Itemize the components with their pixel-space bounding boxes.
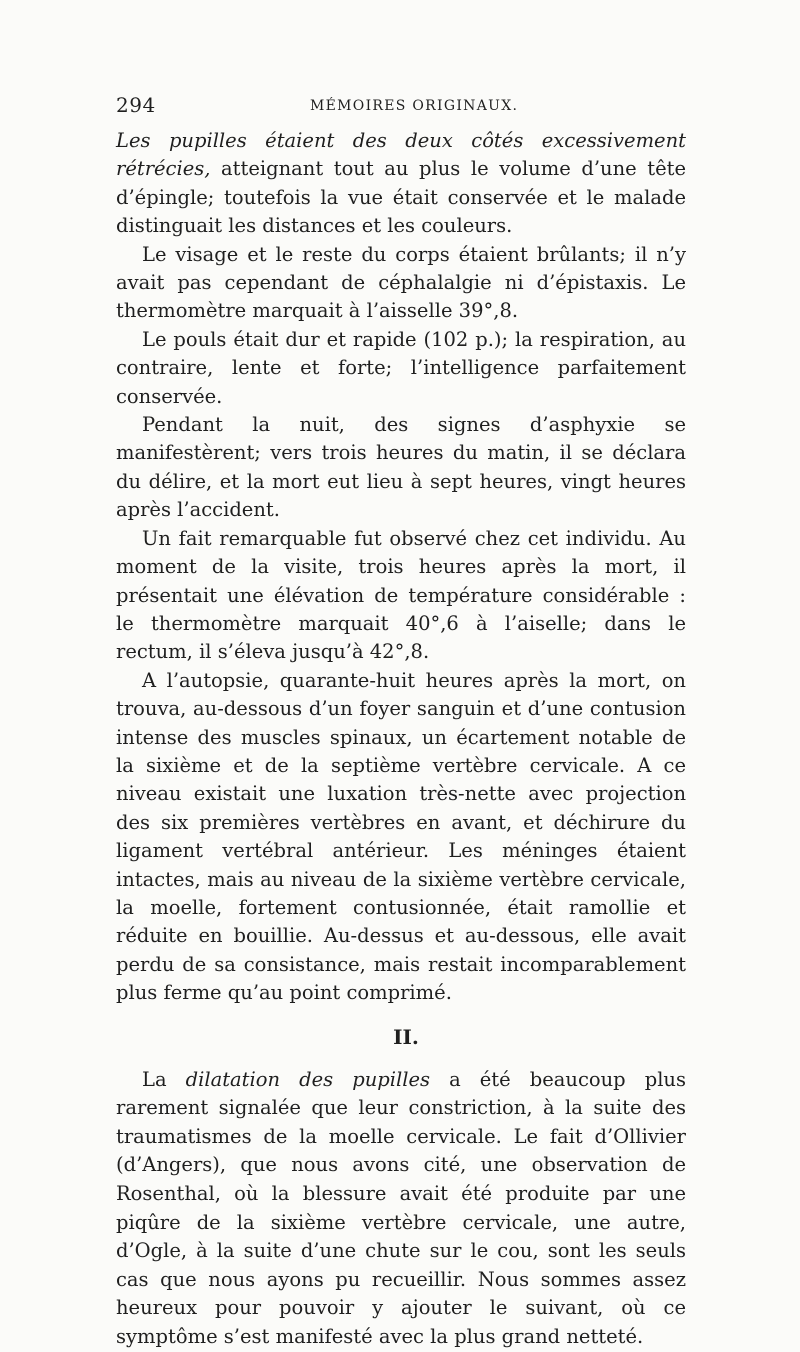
section-heading: II.	[393, 1024, 419, 1049]
paragraph-text: a été beaucoup plus rarement signalée que leur constriction, à la suite des traumatismes de la moelle cervicale. Le fait d’Ollivier (d’Angers), que nous avons cité, une observation de Rosenthal, où la blessure avait été produite par une piqûre de la sixième vertèbre cervicale, une autre, d’Ogle, à la suite d’une chute sur le cou, sont les seuls cas que nous ayons pu recueillir. Nous sommes assez heureux pour pouvoir y ajouter le suivant, où ce symptôme s’est manifesté avec la plus grand netteté.	[116, 1067, 686, 1348]
paragraph-face-temperature: Le visage et le reste du corps étaient brûlants; il n’y avait pas cependant de céphalalgie ni d’épistaxis. Le thermomètre marquait à l’aisselle 39°,8.	[116, 242, 686, 323]
running-title: MÉMOIRES ORIGINAUX.	[310, 98, 519, 114]
paragraph-italic-term: dilatation des pupilles	[185, 1067, 430, 1091]
paragraph-autopsy: A l’autopsie, quarante-huit heures après la mort, on trouva, au-dessous d’un foyer sanguin et d’une contusion intense des muscles spinaux, un écartement notable de la sixième et de la septième vertèbre cervicale. A ce niveau existait une luxation très-nette avec projection des six premières vertèbres en avant, et déchirure du ligament vertébral antérieur. Les méninges étaient intactes, mais au niveau de la sixième vertèbre cervicale, la moelle, fortement contusionnée, était ramollie et réduite en bouillie. Au-dessus et au-dessous, elle avait perdu de sa consistance, mais restait incomparablement plus ferme qu’au point comprimé.	[116, 668, 686, 1005]
body-text	[116, 127, 686, 1352]
paragraph-pupil-dilatation	[116, 1066, 686, 1352]
paragraph-postmortem-temperature: Un fait remarquable fut observé chez cet individu. Au moment de la visite, trois heures après la mort, il présentait une élévation de température considérable : le thermomètre marquait 40°,6 à l’aiselle; dans le rectum, il s’éleva jusqu’à 42°,8.	[116, 526, 686, 664]
paragraph-text: atteignant tout au plus le volume d’une tête d’épingle; toutefois la vue était conservée et le malade distinguait les distances et les couleurs.	[116, 157, 686, 238]
paragraph-pulse: Le pouls était dur et rapide (102 p.); la respiration, au contraire, lente et forte; l’intelligence parfaitement conservée.	[116, 327, 686, 408]
paragraph-night-asphyxia: Pendant la nuit, des signes d’asphyxie se manifestèrent; vers trois heures du matin, il se déclara du délire, et la mort eut lieu à sept heures, vingt heures après l’accident.	[116, 413, 686, 522]
paragraph-italic-lead: Les pupilles étaient des deux côtés excessivement rétrécies,	[116, 129, 686, 181]
section-two	[116, 1066, 686, 1352]
paragraph-pupils-constricted	[116, 127, 686, 241]
running-head	[116, 93, 686, 123]
paragraph-lead-word: La	[142, 1067, 186, 1091]
page-number: 294	[116, 93, 156, 117]
